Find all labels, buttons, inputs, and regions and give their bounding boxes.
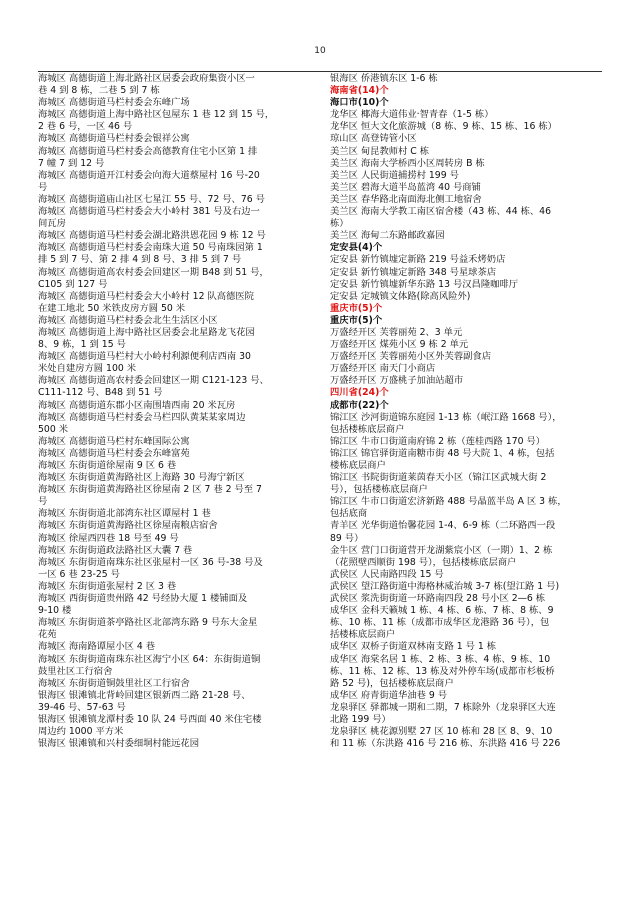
address-line: 7 幢 7 到 12 号 [38, 157, 105, 169]
address-line: 500 米 [38, 423, 68, 435]
address-line: 周边约 1000 平方米 [38, 726, 124, 738]
address-line: 海城区 徐屋西四巷 18 号至 49 号 [38, 532, 179, 544]
address-line: C105 到 127 号 [38, 278, 108, 290]
address-line: 间瓦房 [38, 218, 66, 230]
address-line: 2 巷 6 号，一区 46 号 [38, 121, 133, 133]
city-heading: 海口市(10)个 [330, 97, 389, 109]
address-line: 金牛区 营门口街道营开龙湖紫宸小区（一期）1、2 栋 [330, 544, 553, 556]
address-line: 海城区 东街街道黄海路社区上海路 30 号海宁新区 [38, 472, 245, 484]
province-heading: 海南省(14)个 [330, 85, 389, 97]
address-line: 排 5 到 7 号、第 2 排 4 到 8 号、3 排 5 到 7 号 [38, 254, 242, 266]
address-line: 巷 4 到 8 栋，二巷 5 到 7 栋 [38, 85, 160, 97]
address-line: 海城区 高德街道高农村委会回建区一期 B48 到 51 号， [38, 266, 269, 278]
address-line: 和 11 栋（东洪路 416 号 216 栋、东洪路 416 号 226 [330, 738, 561, 750]
address-line: 琼山区 高登铸管小区 [330, 133, 417, 145]
address-line: 号 [38, 181, 48, 193]
address-line: 美兰区 海南大学桥西小区周转房 B 栋 [330, 157, 485, 169]
address-line: 一区 6 巷 23-25 号 [38, 568, 120, 580]
address-line: 栋、11 栋、12 栋、13 栋及对外停车场(成都市杉板桥 [330, 665, 555, 677]
address-line: 美兰区 春华路北南面海北侧工地宿舍 [330, 193, 482, 205]
address-line: 海城区 高德街道马栏村委会大小岭村 381 号及右边一 [38, 206, 260, 218]
address-line: 海城区 海南路谭屋小区 4 巷 [38, 641, 156, 653]
address-line: 路 52 号)，包括楼栋底层商户 [330, 677, 454, 689]
address-line: 栋、10 栋、11 栋（成都市成华区龙港路 36 号），包 [330, 617, 550, 629]
address-line: 定安县 新竹镇墟新华东路 13 号汉昌隆咖啡厅 [330, 278, 519, 290]
province-heading: 四川省(24)个 [330, 387, 389, 399]
address-line: 海城区 东街街道徐屋南 9 区 6 巷 [38, 460, 177, 471]
address-line: 龙华区 恒大文化旅游城（8 栋、9 栋、15 栋、16 栋） [330, 121, 557, 133]
address-line: 米处自建房方圆 100 米 [38, 363, 137, 375]
address-line: 定安县 新竹镇墟定新路 348 号星球茶店 [330, 266, 497, 278]
address-line: 美兰区 人民街道捕捞村 199 号 [330, 169, 459, 181]
address-line: 海城区 高德街道上海北路社区居委会政府集资小区一 [38, 73, 255, 84]
address-line: 括楼栋底层商户 [330, 629, 396, 641]
address-line: 海城区 高德街道高农村委会回建区一期 C121-123 号、 [38, 375, 269, 387]
address-line: 海城区 高德街道马栏村委会高德教育住宅小区第 1 排 [38, 145, 258, 157]
address-line: 海城区 东街街道黄海路社区徐屋南 2 区 7 巷 2 号至 7 [38, 484, 262, 496]
address-line: 锦江区 牛市口街道宏济新路 488 号晶蓝半岛 A 区 3 栋， [330, 496, 567, 508]
address-line: 武侯区 浆洗街街道一环路南四段 28 号小区 2—6 栋 [330, 593, 546, 605]
address-line: 包括楼栋底层商户 [330, 423, 405, 435]
address-line: 海城区 高德街道马栏村委会北生生活区小区 [38, 314, 218, 326]
address-line: 海城区 高德街道马栏村委会东峰广场 [38, 97, 190, 109]
address-line: 花苑 [38, 629, 57, 641]
province-heading: 重庆市(5)个 [330, 302, 383, 314]
address-line: 龙华区 椰海大道伟业·智青春（1-5 栋） [330, 109, 494, 121]
address-line: 海城区 东街街道南珠东社区张屋村一区 36 号-38 号及 [38, 556, 263, 568]
address-line: 美兰区 海南大学教工南区宿舍楼（43 栋、44 栋、46 [330, 206, 551, 218]
address-line: 海城区 高德街道马栏村委会大小岭村 12 队高德医院 [38, 290, 254, 302]
address-line: 楼栋底层商户 [330, 460, 386, 471]
address-line: 定安县 新竹镇墟定新路 219 号益禾烤奶店 [330, 254, 506, 266]
address-line: 海城区 高德街道上海中路社区包屋东 1 巷 12 到 15 号， [38, 109, 275, 121]
address-line: 海城区 高德街道马栏村东峰国际公寓 [38, 435, 190, 447]
address-line: 海城区 东街街道政法路社区大囊 7 巷 [38, 544, 193, 556]
city-heading: 成都市(22)个 [330, 399, 389, 411]
address-line: （花照壁西顺街 198 号），包括楼栋底层商户 [330, 556, 517, 568]
address-line: 海城区 高德街道开江村委会向海大道蔡屋村 16 号-20 [38, 169, 260, 181]
address-line: 成华区 府青街道华油巷 9 号 [330, 689, 448, 701]
address-line: 39-46 号、57-63 号 [38, 701, 126, 713]
address-line: 海城区 高德街道马栏村大小岭村利源便利店西南 30 [38, 351, 251, 363]
address-line: 89 号） [330, 532, 364, 544]
address-line: 北路 199 号） [330, 713, 391, 725]
address-line: 锦江区 沙河街道锦东庭园 1-13 栋（岷江路 1668 号）， [330, 411, 562, 423]
address-line: 栋） [330, 218, 349, 230]
address-line: 成华区 金科天籁城 1 栋、4 栋、6 栋、7 栋、8 栋、9 [330, 605, 554, 617]
address-line: 万盛经开区 南天门小商店 [330, 363, 436, 375]
address-line: 美兰区 碧海大道半岛蓝湾 40 号商铺 [330, 181, 481, 193]
address-line: 龙泉驿区 桃花源别墅 27 区 10 栋和 28 区 8、9、10 [330, 726, 553, 738]
address-line: 9-10 楼 [38, 605, 72, 617]
address-line: 海城区 东街街道黄海路社区徐屋南粮店宿舍 [38, 520, 218, 532]
address-line: 银海区 银滩镇和兴村委细垌村能远花园 [38, 738, 200, 750]
address-line: 包括底商 [330, 508, 368, 520]
address-line: 银海区 侨港镇东区 1-6 栋 [330, 73, 438, 84]
left-column [38, 73, 320, 750]
address-line: 海城区 东街街道北部湾东社区谭屋村 1 巷 [38, 508, 211, 520]
address-line: 海城区 东街街道铜鼓里社区工行宿舍 [38, 677, 190, 689]
address-line: 海城区 高德街道马栏村委会东峰富苑 [38, 447, 190, 459]
address-line: 成华区 双桥子街道双林南支路 1 号 1 栋 [330, 641, 497, 653]
address-line: 万盛经开区 芙蓉丽苑小区外芙蓉副食店 [330, 351, 492, 363]
address-line: 银海区 银滩镇北背岭回建区银新西二路 21-28 号、 [38, 689, 251, 701]
address-line: 万盛经开区 芙蓉丽苑 2、3 单元 [330, 326, 463, 338]
page-number: 10 [314, 46, 326, 56]
address-line: 海城区 东街街道茶亭路社区北部湾东路 9 号东大金星 [38, 617, 258, 629]
address-line: 海城区 东街街道张屋村 2 区 3 巷 [38, 580, 177, 592]
address-line: 美兰区 甸昆教师村 C 栋 [330, 145, 430, 157]
address-line: 海城区 高德街道庙山社区七星江 55 号、72 号、76 号 [38, 193, 265, 205]
address-line: 海城区 高德街道上海中路社区居委会北星路龙飞花园 [38, 326, 255, 338]
address-line: 号），包括楼栋底层商户 [330, 484, 428, 496]
address-line: 海城区 高德街道马栏村委会湖北路洪恩花园 9 栋 12 号 [38, 230, 266, 242]
address-line: 青羊区 光华街道怡馨花园 1-4、6-9 栋（二环路西一段 [330, 520, 556, 532]
address-line: 海城区 高德街道东郡小区南围墙西南 20 米瓦房 [38, 399, 236, 411]
header-rule [38, 71, 602, 72]
address-line: 海城区 高德街道马栏村委会南珠大道 50 号南珠园第 1 [38, 242, 263, 254]
address-line: 武侯区 人民南路四段 15 号 [330, 568, 444, 580]
address-line: 龙泉驿区 驿都城一期和二期，7 栋除外（龙泉驿区大连 [330, 701, 556, 713]
address-line: 锦江区 书院街街道莱茵春天小区（锦江区武城大街 2 [330, 472, 547, 484]
right-column [330, 73, 602, 750]
address-line: 8、9 栋，1 到 15 号 [38, 339, 126, 351]
address-line: 美兰区 海甸二东路邮政嘉园 [330, 230, 445, 242]
address-line: C111-112 号、B48 到 51 号 [38, 387, 163, 399]
address-line: 海城区 东街街道南珠东社区海宁小区 64：东街街道铜 [38, 653, 261, 665]
address-line: 定安县 定城镇文体路(除高风险外) [330, 290, 471, 302]
address-line: 在建工地北 50 米铁皮房方圆 50 米 [38, 302, 186, 314]
address-line: 海城区 西街街道贵州路 42 号经协大厦 1 楼铺面及 [38, 593, 248, 605]
address-line: 号 [38, 496, 48, 508]
address-line: 武侯区 望江路街道中海格林威治城 3-7 栋(望江路 1 号) [330, 580, 560, 592]
address-line: 锦江区 牛市口街道南府锦 2 栋（莲桂西路 170 号） [330, 435, 546, 447]
address-line: 万盛经开区 煤苑小区 9 栋 2 单元 [330, 339, 469, 351]
address-line: 海城区 高德街道马栏村委会银祥公寓 [38, 133, 190, 145]
city-heading: 定安县(4)个 [330, 242, 383, 254]
address-line: 海城区 高德街道马栏村委会马栏四队黄某某家周边 [38, 411, 246, 423]
address-line: 鼓里社区工行宿舍 [38, 665, 113, 677]
address-line: 成华区 海棠名居 1 栋、2 栋、3 栋、4 栋、9 栋、10 [330, 653, 551, 665]
address-line: 银海区 银滩镇龙潭村委 10 队 24 号西面 40 米住宅楼 [38, 713, 262, 725]
address-line: 锦江区 锦官驿街道南糖市街 48 号大院 1、4 栋，包括 [330, 447, 555, 459]
address-line: 万盛经开区 万盛桃子加油站超市 [330, 375, 464, 387]
city-heading: 重庆市(5)个 [330, 314, 383, 326]
